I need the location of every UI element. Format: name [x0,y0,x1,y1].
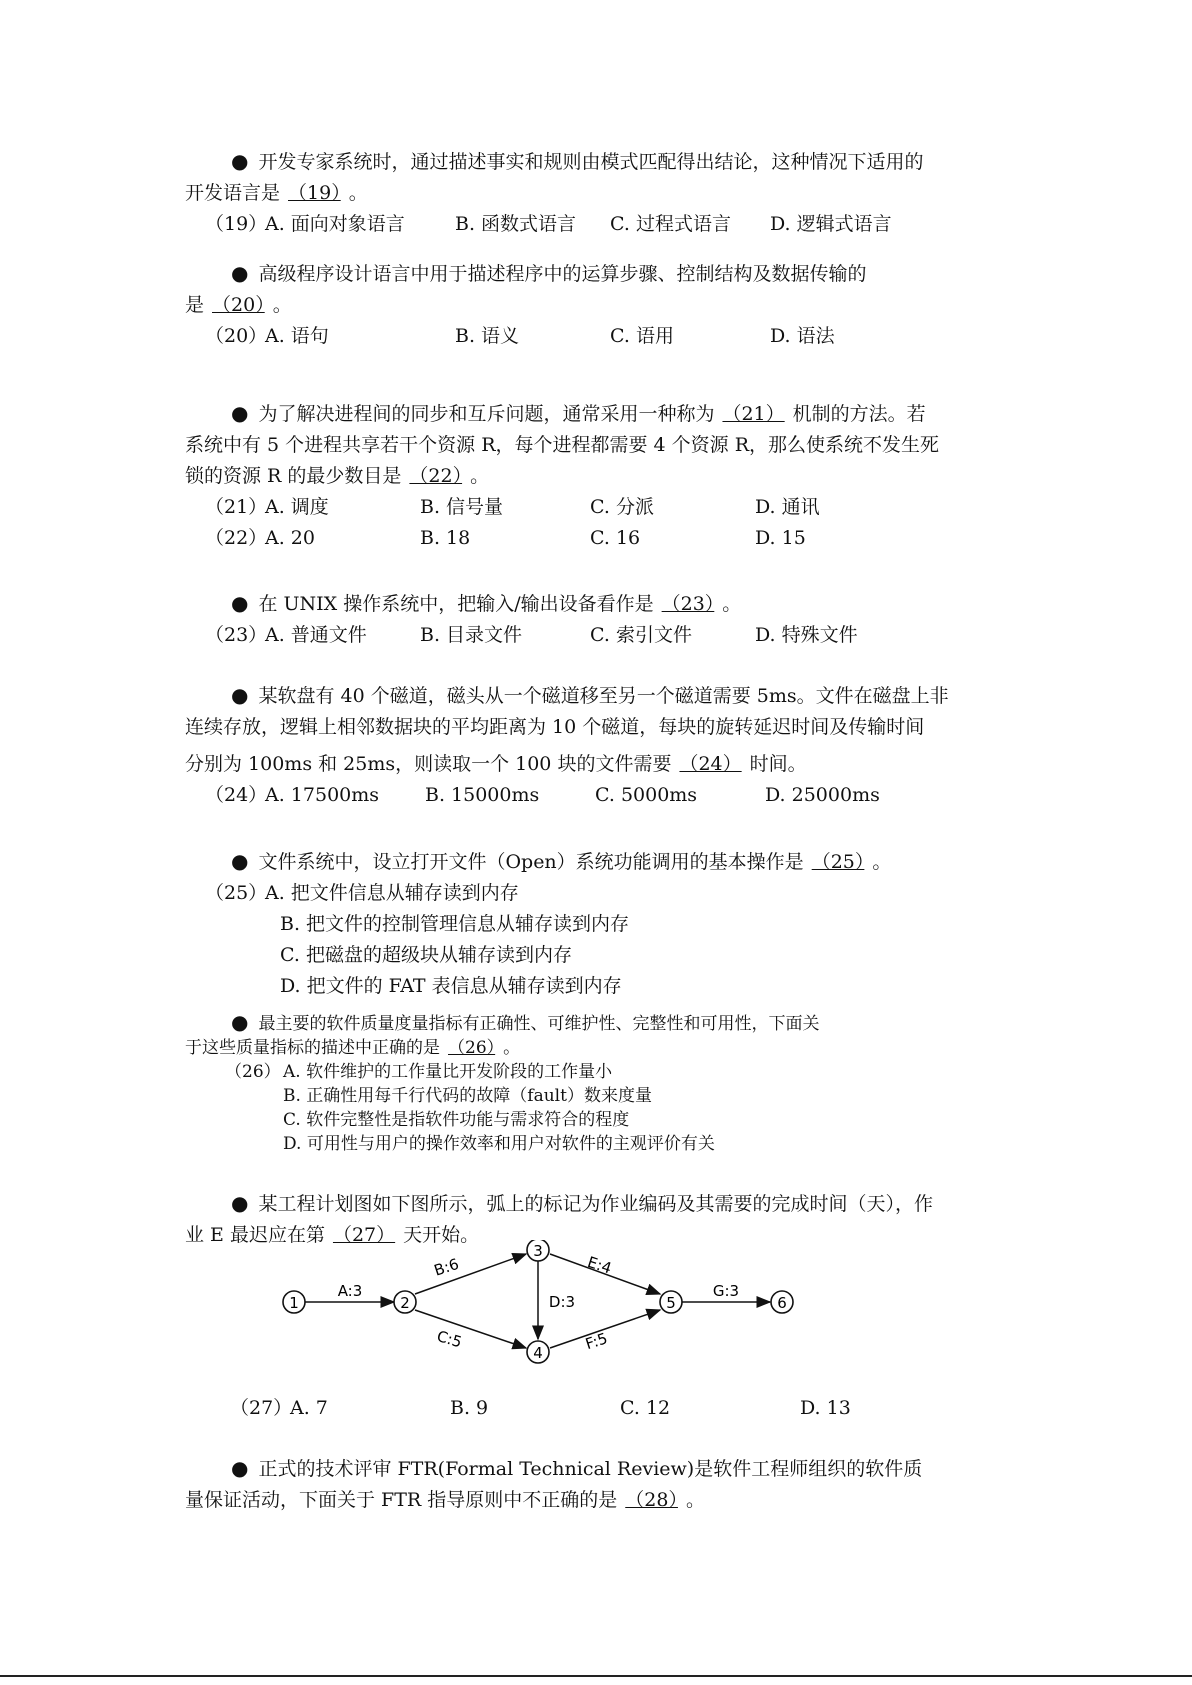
option-b: B. 信号量 [420,496,504,518]
question-26: ● 最主要的软件质量度量指标有正确性、可维护性、完整性和可用性，下面关 于这些质量指标的描述中正确的是 （26） 。 （26） A. 软件维护的工作量比开发阶段的工作量小 B. 正确性用每千行代码的故障（fault）数来度量 C. 软件完整性是指软件功能与需求符合的程度 D. 可用性与用户的操作效率和用户对软件的主观评价有关 [185,1010,1015,1156]
bullet: ● [231,683,249,707]
question-27: ● 某工程计划图如下图所示，弧上的标记为作业编码及其需要的完成时间（天），作 业 E 最迟应在第 （27） 天开始。 [185,1191,933,1246]
question-23: ● 在 UNIX 操作系统中，把输入/输出设备看作是 （23） 。 （23） A. 普通文件 B. 目录文件 C. 索引文件 D. 特殊文件 [185,588,1015,651]
option-d: D. 逻辑式语言 [770,213,892,235]
option-b: B. 语义 [455,325,520,347]
edge-label-d: D:3 [548,1293,576,1311]
question-stem: ● 开发专家系统时，通过描述事实和规则由模式匹配得出结论，这种情况下适用的 [231,149,924,173]
answer-blank: （19） [288,182,341,204]
svg-text:1: 1 [289,1294,299,1312]
option-c: C. 语用 [610,325,674,347]
option-d: D. 特殊文件 [755,624,858,646]
option-c: C. 5000ms [595,784,698,806]
answer-blank: （22） [409,465,463,487]
edge-label-a: A:3 [337,1282,363,1300]
option-d: D. 可用性与用户的操作效率和用户对软件的主观评价有关 [283,1134,715,1154]
bullet: ● [231,1456,249,1480]
node-4 [527,1341,549,1363]
option-d: D. 语法 [770,325,835,347]
options-row: （27） A. 7 B. 9 C. 12 D. 13 [185,1393,1015,1424]
bullet: ● [231,1010,249,1034]
bullet: ● [231,149,249,173]
question-24: ● 某软盘有 40 个磁道，磁头从一个磁道移至另一个磁道需要 5ms。文件在磁盘上非 连续存放，逻辑上相邻数据块的平均距离为 10 个磁道，每块的旋转延迟时间及传输时间 分别为 100ms 和 25ms，则读取一个 100 块的文件需要 （24） 时间。 （24） A. 17500ms B. 15000ms C. 5000ms D. 25000ms [185,680,1015,811]
answer-blank: （21） [722,403,785,425]
svg-text:3: 3 [533,1242,543,1260]
edge-label-c: C:5 [434,1327,464,1352]
answer-blank: （20） [212,294,265,316]
question-28: ● 正式的技术评审 FTR(Formal Technical Review)是软件工程师组织的软件质 量保证活动，下面关于 FTR 指导原则中不正确的是 （28） 。 [185,1456,923,1511]
project-network-diagram [280,1240,800,1390]
svg-text:4: 4 [533,1344,543,1362]
option-b: B. 9 [450,1397,489,1419]
question-19: ● 开发专家系统时，通过描述事实和规则由模式匹配得出结论，这种情况下适用的 开发语言是 （19） 。 （19） A. 面向对象语言 B. 函数式语言 C. 过程式语言 D. 逻辑式语言 [185,146,1015,240]
node-3 [527,1240,549,1261]
bullet: ● [231,261,249,285]
option-a: A. 17500ms [265,784,380,806]
option-c: C. 把磁盘的超级块从辅存读到内存 [280,944,572,966]
options-row: （24） A. 17500ms B. 15000ms C. 5000ms D. 25000ms [185,780,1015,811]
node-5 [660,1291,682,1313]
bullet: ● [231,849,249,873]
edge-label-g: G:3 [712,1282,740,1300]
node-2 [394,1291,416,1313]
question-27-options [185,1393,1015,1424]
option-c: C. 索引文件 [590,624,692,646]
edge-label-f: F:5 [583,1329,610,1354]
answer-blank: （24） [679,753,742,775]
options-row: （21） A. 调度 B. 信号量 C. 分派 D. 通讯 [185,492,1015,523]
option-d: D. 把文件的 FAT 表信息从辅存读到内存 [280,975,622,997]
answer-blank: （26） [448,1038,496,1058]
option-d: D. 13 [800,1397,851,1419]
question-21-22: ● 为了解决进程间的同步和互斥问题，通常采用一种称为 （21） 机制的方法。若 系统中有 5 个进程共享若干个资源 R，每个进程都需要 4 个资源 R，那么使系统不发生死 锁的资源 R 的最少数目是 （22） 。 （21） A. 调度 B. 信号量 C. 分派 D. 通讯 （22） A. 20 B. 18 C. 16 D. 15 [185,398,1015,554]
option-d: D. 15 [755,527,806,549]
option-b: B. 正确性用每千行代码的故障（fault）数来度量 [283,1086,652,1106]
question-20: ● 高级程序设计语言中用于描述程序中的运算步骤、控制结构及数据传输的 是 （20） 。 （20） A. 语句 B. 语义 C. 语用 D. 语法 [185,258,1015,352]
option-b: B. 把文件的控制管理信息从辅存读到内存 [280,913,630,935]
option-c: C. 12 [620,1397,671,1419]
edge-c [415,1310,526,1348]
option-b: B. 目录文件 [420,624,523,646]
answer-blank: （27） [332,1224,396,1246]
options-row: （20） A. 语句 B. 语义 C. 语用 D. 语法 [185,321,1015,352]
node-1 [283,1291,305,1313]
edge-b [415,1254,526,1294]
options-row: （22） A. 20 B. 18 C. 16 D. 15 [185,523,1015,554]
option-a: A. 软件维护的工作量比开发阶段的工作量小 [283,1062,613,1082]
option-b: B. 15000ms [425,784,540,806]
option-a: A. 7 [290,1397,328,1419]
svg-text:6: 6 [777,1294,787,1312]
node-6 [771,1291,793,1313]
option-d: D. 通讯 [755,496,820,518]
scan-edge-line [0,1675,1192,1677]
options-row: （23） A. 普通文件 B. 目录文件 C. 索引文件 D. 特殊文件 [185,620,1015,651]
edge-label-e: E:4 [585,1252,614,1278]
question-25: ● 文件系统中，设立打开文件（Open）系统功能调用的基本操作是 （25） 。 （25）A. 把文件信息从辅存读到内存 B. 把文件的控制管理信息从辅存读到内存 C. 把磁盘的超级块从辅存读到内存 D. 把文件的 FAT 表信息从辅存读到内存 [185,846,1015,1002]
option-a: A. 20 [265,527,315,549]
option-c: C. 软件完整性是指软件功能与需求符合的程度 [283,1110,630,1130]
answer-blank: （28） [625,1489,678,1511]
svg-text:5: 5 [666,1294,676,1312]
answer-blank: （25） [811,851,865,873]
option-a: A. 语句 [265,325,329,347]
svg-text:2: 2 [400,1294,410,1312]
option-b: B. 18 [420,527,471,549]
answer-blank: （23） [661,593,715,615]
option-a: A. 调度 [265,496,329,518]
option-a: A. 普通文件 [265,624,367,646]
option-a: A. 面向对象语言 [265,213,405,235]
option-c: C. 分派 [590,496,654,518]
options-row: （19） A. 面向对象语言 B. 函数式语言 C. 过程式语言 D. 逻辑式语言 [185,209,1015,240]
edge-label-b: B:6 [431,1254,462,1280]
option-a: A. 把文件信息从辅存读到内存 [265,882,519,904]
bullet: ● [231,401,249,425]
bullet: ● [231,1191,249,1215]
option-b: B. 函数式语言 [455,213,577,235]
bullet: ● [231,591,249,615]
option-d: D. 25000ms [765,784,880,806]
option-c: C. 16 [590,527,641,549]
option-c: C. 过程式语言 [610,213,731,235]
